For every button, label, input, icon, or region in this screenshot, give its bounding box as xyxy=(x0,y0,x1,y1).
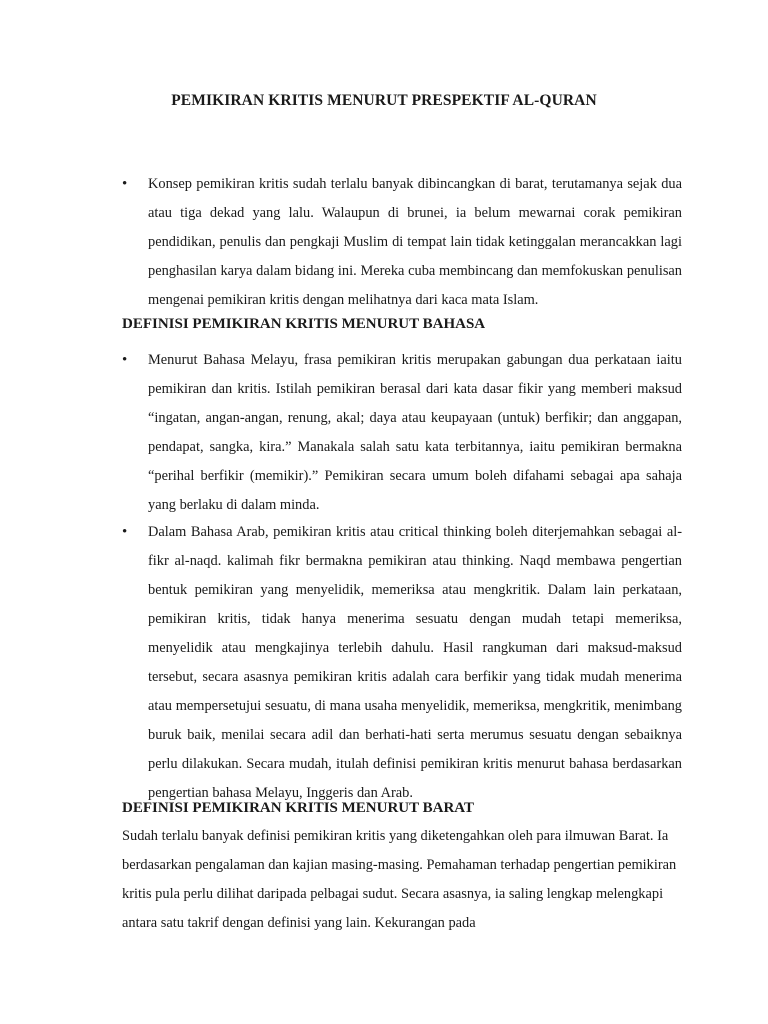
bahasa-bullet-malay-text: Menurut Bahasa Melayu, frasa pemikiran kritis merupakan gabungan dua perkataan iaitu pemikiran dan kritis. Istilah pemikiran berasal dari kata dasar fikir yang memberi maksud “ingatan, angan-angan, renung, akal; daya atau keupayaan (untuk) berfikir; dan anggapan, pendapat, sangka, kira.” Manakala salah satu kata terbitannya, iaitu pemikiran bermakna “perihal berfikir (memikir).” Pemikiran secara umum boleh difahami sebagai apa sahaja yang berlaku di dalam minda. xyxy=(148,352,682,513)
bahasa-bullet-arab xyxy=(122,518,682,808)
bahasa-bullet-malay xyxy=(122,346,682,520)
bahasa-bullet-arab-text: Dalam Bahasa Arab, pemikiran kritis atau critical thinking boleh diterjemahkan sebagai al-fikr al-naqd. kalimah fikr bermakna pemikiran atau thinking. Naqd membawa pengertian bentuk pemikiran yang menyelidik, memeriksa atau mengkritik. Dalam lain perkataan, pemikiran kritis, tidak hanya menerima sesuatu dengan mudah tetapi memeriksa, menyelidik atau mengkajinya terlebih dahulu. Hasil rangkuman dari maksud-maksud tersebut, secara asasnya pemikiran kritis adalah cara berfikir yang tidak mudah menerima atau mempersetujui sesuatu, di mana usaha menyelidik, memeriksa, mengkritik, menimbang buruk baik, menilai secara adil dan berhati-hati serta merumus sesuatu dengan sebaiknya perlu dilakukan. Secara mudah, itulah definisi pemikiran kritis menurut bahasa berdasarkan pengertian bahasa Melayu, Inggeris dan Arab. xyxy=(148,524,682,801)
bullet-icon: • xyxy=(122,352,128,368)
section-heading-bahasa: DEFINISI PEMIKIRAN KRITIS MENURUT BAHASA xyxy=(122,316,486,332)
bullet-icon: • xyxy=(122,524,128,540)
intro-bullet-text: Konsep pemikiran kritis sudah terlalu banyak dibincangkan di barat, terutamanya sejak dua atau tiga dekad yang lalu. Walaupun di brunei, ia belum mewarnai corak pemikiran pendidikan, penulis dan pengkaji Muslim di tempat lain tidak ketinggalan merancakkan lagi penghasilan karya dalam bidang ini. Mereka cuba membincang dan memfokuskan penulisan mengenai pemikiran kritis dengan melihatnya dari kaca mata Islam. xyxy=(148,176,682,308)
intro-bullet xyxy=(122,170,682,315)
section-heading-barat: DEFINISI PEMIKIRAN KRITIS MENURUT BARAT xyxy=(122,800,474,816)
barat-paragraph: Sudah terlalu banyak definisi pemikiran kritis yang diketengahkan oleh para ilmuwan Barat. Ia berdasarkan pengalaman dan kajian masing-masing. Pemahaman terhadap pengertian pemikiran kritis pula perlu dilihat daripada pelbagai sudut. Secara asasnya, ia saling lengkap melengkapi antara satu takrif dengan definisi yang lain. Kekurangan pada xyxy=(122,828,677,931)
bullet-icon: • xyxy=(122,176,128,192)
document-title: PEMIKIRAN KRITIS MENURUT PRESPEKTIF AL-QURAN xyxy=(171,92,597,109)
